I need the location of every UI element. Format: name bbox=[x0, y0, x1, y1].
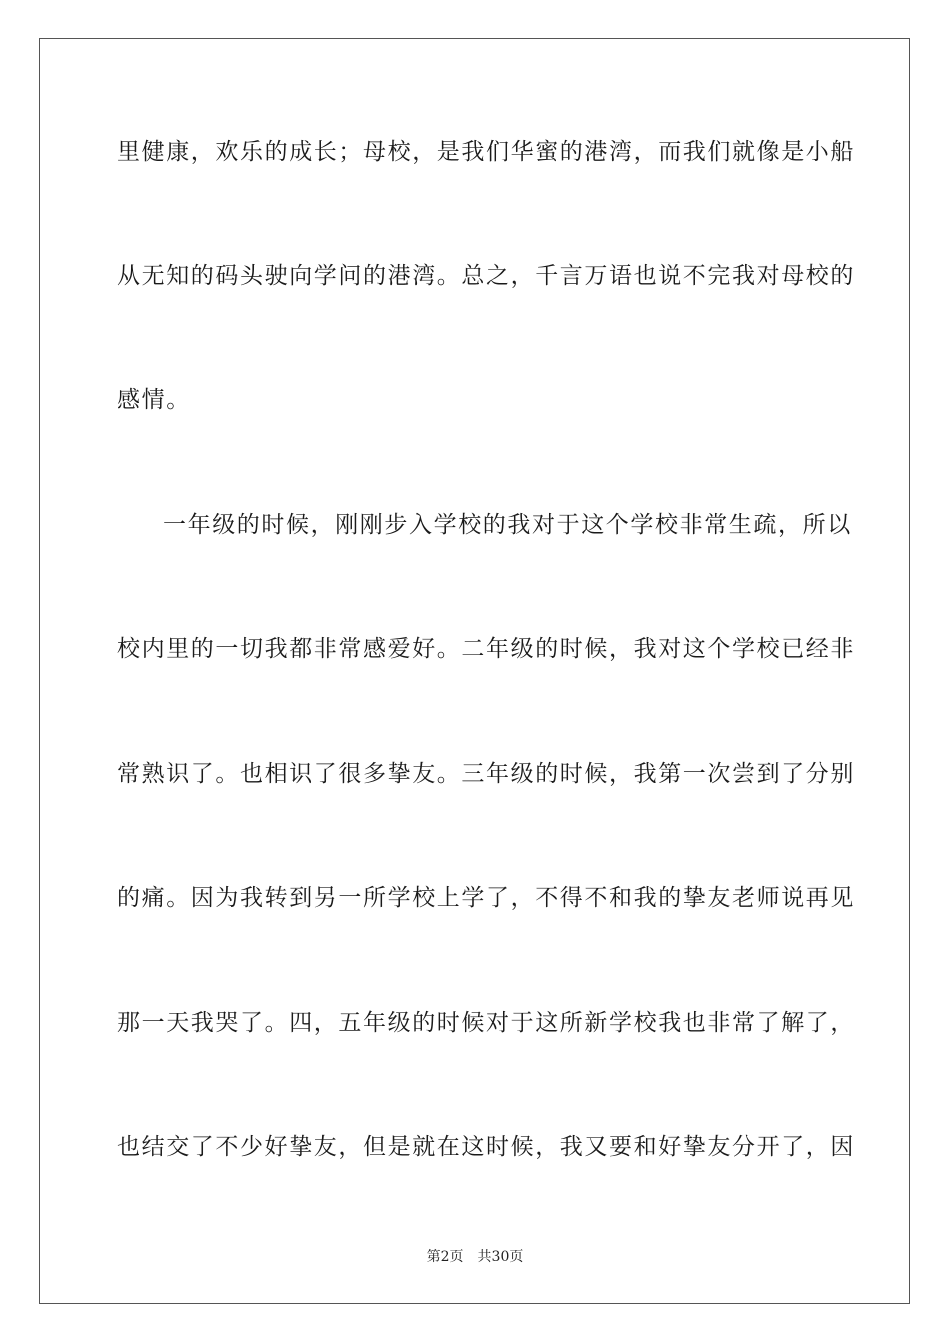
page-number: 第2页 bbox=[426, 1249, 464, 1265]
text-line-2: 从无知的码头驶向学问的港湾。总之，千言万语也说不完我对母校的 bbox=[117, 263, 855, 289]
text-line-8: 那一天我哭了。四，五年级的时候对于这所新学校我也非常了解了， bbox=[117, 1010, 855, 1036]
text-line-3: 感情。 bbox=[117, 387, 191, 413]
text-line-4-paragraph-start: 一年级的时候，刚刚步入学校的我对于这个学校非常生疏，所以 bbox=[163, 512, 852, 538]
text-line-5: 校内里的一切我都非常感爱好。二年级的时候，我对这个学校已经非 bbox=[117, 636, 855, 662]
text-line-1: 里健康，欢乐的成长；母校，是我们华蜜的港湾，而我们就像是小船 bbox=[117, 139, 855, 165]
text-line-7: 的痛。因为我转到另一所学校上学了，不得不和我的挚友老师说再见 bbox=[117, 885, 855, 911]
page-footer bbox=[0, 1248, 950, 1266]
page-border bbox=[39, 38, 910, 1304]
text-line-6: 常熟识了。也相识了很多挚友。三年级的时候，我第一次尝到了分别 bbox=[117, 761, 855, 787]
total-pages: 共30页 bbox=[477, 1249, 524, 1265]
text-line-9: 也结交了不少好挚友，但是就在这时候，我又要和好挚友分开了，因 bbox=[117, 1134, 855, 1160]
